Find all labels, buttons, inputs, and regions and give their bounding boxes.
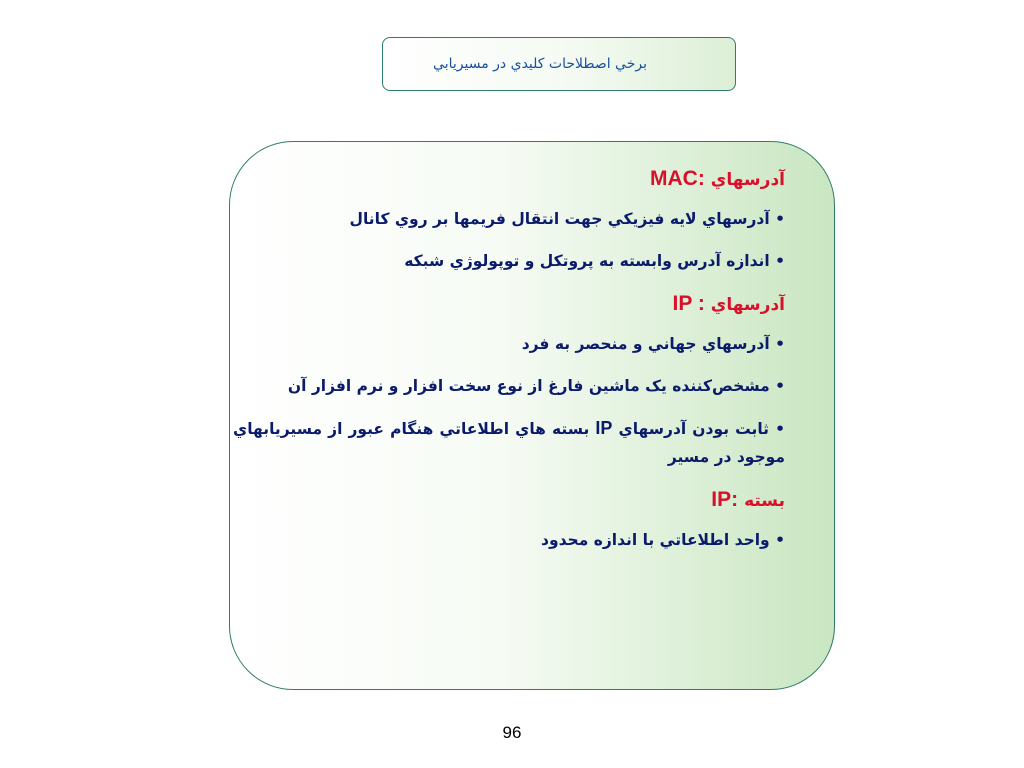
packet-heading bbox=[233, 485, 785, 516]
ip-heading bbox=[233, 289, 785, 320]
packet-bullet-1: • واحد اطلاعاتي با اندازه محدود bbox=[541, 531, 785, 549]
ip-bullet-2: • مشخص‌کننده يک ماشين فارغ از نوع سخت افزار و نرم افزار آن bbox=[287, 377, 785, 395]
ip-bullet-3-before: • ثابت بودن آدرسهاي bbox=[618, 420, 785, 438]
mac-heading-text: آدرسهاي bbox=[710, 170, 785, 190]
page-number: 96 bbox=[502, 723, 522, 742]
mac-bullet-1: • آدرسهاي لايه فيزيکي جهت انتقال فريمها بر روي کانال bbox=[349, 210, 785, 228]
packet-heading-latin: IP: bbox=[711, 488, 739, 511]
ip-bullet-3 bbox=[233, 414, 785, 471]
content-body bbox=[233, 164, 785, 568]
ip-bullet-3-latin: IP bbox=[595, 418, 613, 438]
mac-bullet-2: • اندازه آدرس وابسته به پروتکل و توپولوژي شبکه bbox=[404, 252, 785, 270]
mac-heading-latin: MAC: bbox=[650, 167, 705, 190]
mac-heading bbox=[233, 164, 785, 195]
packet-heading-text: بسته bbox=[744, 491, 785, 511]
slide-title: برخي اصطلاحات کليدي در مسيريابي bbox=[433, 56, 647, 72]
ip-heading-text: آدرسهاي bbox=[710, 295, 785, 315]
slide-title-box bbox=[382, 37, 736, 91]
ip-bullet-3-after: بسته هاي اطلاعاتي هنگام عبور از مسيريابهاي موجود در مسير bbox=[233, 420, 785, 466]
ip-heading-latin: IP : bbox=[672, 292, 705, 315]
ip-bullet-1: • آدرسهاي جهاني و منحصر به فرد bbox=[521, 335, 785, 353]
